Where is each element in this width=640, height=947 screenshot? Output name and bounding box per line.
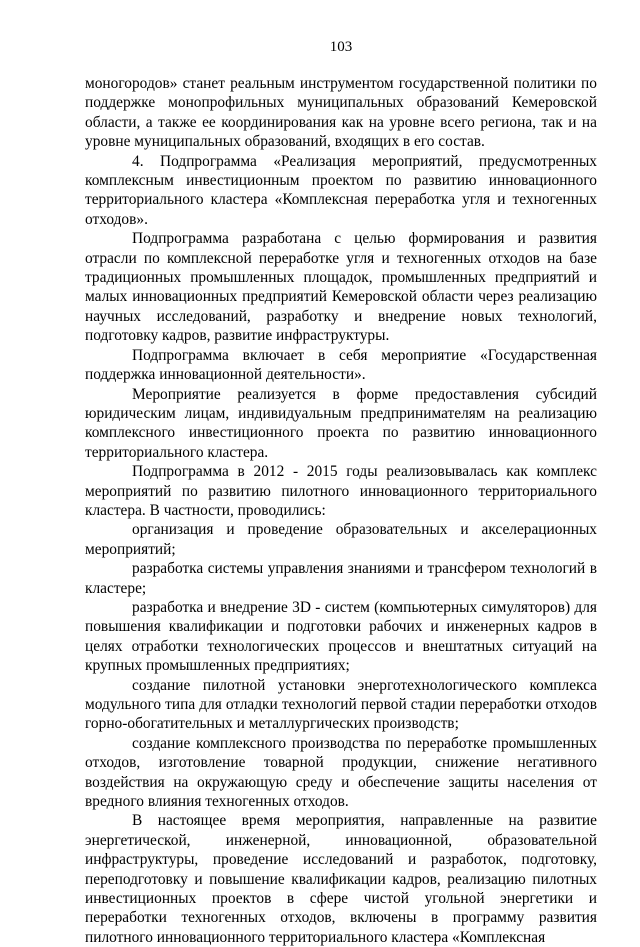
paragraph-subprogram-purpose: Подпрограмма разработана с целью формирования и развития отрасли по комплексной переработке угля и техногенных отходов на базе традиционных промышленных площадок, промышленных предприятий и малых инновационных предприятий Кемеровской области через реализацию научных исследований, разработку и внедрение новых технологий, подготовку кадров, развитие инфраструктуры. (85, 230, 597, 345)
paragraph-subprogram-includes: Подпрограмма включает в себя мероприятие «Государственная поддержка инновационной деятельности». (85, 346, 597, 384)
list-item-knowledge-system: разработка системы управления знаниями и трансфером технологий в кластере; (85, 560, 597, 597)
list-item-3d-systems: разработка и внедрение 3D - систем (компьютерных симуляторов) для повышения квалификации и подготовки рабочих и инженерных кадров в целях отработки технологических процессов и внештатных ситуаций на крупных промышленных предприятиях; (85, 598, 597, 675)
paragraph-subprogram-4: 4. Подпрограмма «Реализация мероприятий, предусмотренных комплексным инвестиционным проектом по развитию инновационного территориального кластера «Комплексная переработка угля и техногенных отходов». (85, 152, 597, 228)
list-item-pilot-installation: создание пилотной установки энерготехнологического комплекса модульного типа для отладки технологий первой стадии переработки отходов горно-обогатительных и металлургических производств; (85, 676, 597, 733)
paragraph-measure-form: Мероприятие реализуется в форме предоставления субсидий юридическим лицам, индивидуальным предпринимателям на реализацию комплексного инвестиционного проекта по развитию инновационного территориального кластера. (85, 385, 597, 461)
list-item-complex-production: создание комплексного производства по переработке промышленных отходов, изготовление товарной продукции, снижение негативного воздействия на окружающую среду и обеспечение защиты населения от вредного влияния техногенных отходов. (85, 734, 597, 811)
paragraph-continuation: моногородов» станет реальным инструментом государственной политики по поддержке монопрофильных муниципальных образований Кемеровской области, а также ее координирования как на уровне всего региона, так и на уровне муниципальных образований, входящих в его состав. (85, 75, 597, 151)
paragraph-current-measures: В настоящее время мероприятия, направленные на развитие энергетической, инженерной, инновационной, образовательной инфраструктуры, проведение исследований и разработок, подготовку, переподготовку и повышение квалификации кадров, реализацию пилотных инвестиционных проектов в сфере чистой угольной энергетики и переработки техногенных отходов, включены в программу развития пилотного инновационного территориального кластера «Комплексная (85, 812, 597, 946)
document-page (85, 38, 597, 947)
paragraph-2012-2015: Подпрограмма в 2012 - 2015 годы реализовывалась как комплекс мероприятий по развитию пилотного инновационного территориального кластера. В частности, проводились: (85, 463, 597, 519)
page-number: 103 (329, 39, 353, 55)
list-item-education: организация и проведение образовательных и акселерационных мероприятий; (85, 521, 597, 558)
